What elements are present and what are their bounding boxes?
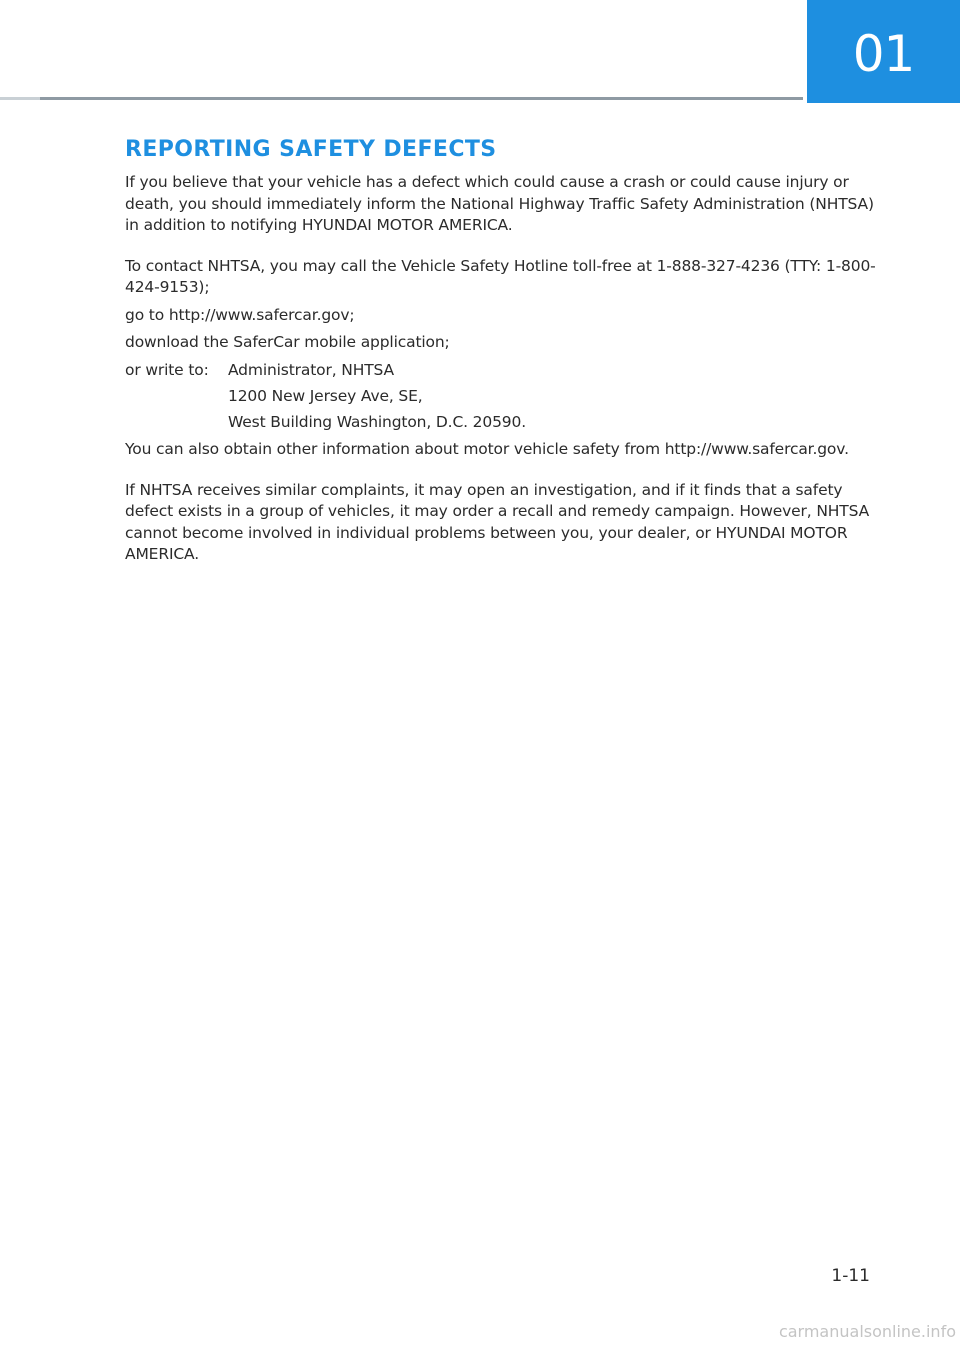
- header-rule: [0, 97, 803, 100]
- address-line-1: Administrator, NHTSA: [228, 360, 394, 379]
- watermark-text: carmanualsonline.info: [778, 1322, 956, 1341]
- investigation-paragraph: If NHTSA receives similar complaints, it may open an investigation, and if it finds that a safety defect exists in a group of vehicles, it may order a recall and remedy campaign. However, NHTSA cannot become involved in individual problems between you, your dealer, or HYUNDAI MOTOR AMERICA.: [125, 480, 870, 563]
- more-info-paragraph: You can also obtain other information about motor vehicle safety from http://www.safercar.gov.: [125, 440, 849, 458]
- hotline-paragraph: To contact NHTSA, you may call the Vehicle Safety Hotline toll-free at 1-888-327-4236 (TTY: 1-800-424-9153);: [125, 256, 876, 296]
- mailing-address-block: [125, 360, 890, 434]
- write-to-label: or write to:: [125, 360, 209, 379]
- intro-paragraph: If you believe that your vehicle has a defect which could cause a crash or could cause injury or death, you should immediately inform the National Highway Traffic Safety Administration (NHTSA) in addition to notifying HYUNDAI MOTOR AMERICA.: [125, 173, 874, 234]
- address-lines: [228, 360, 526, 434]
- section-title: REPORTING SAFETY DEFECTS: [125, 137, 497, 162]
- address-line-2: 1200 New Jersey Ave, SE,: [228, 386, 423, 405]
- address-line-3: West Building Washington, D.C. 20590.: [228, 412, 527, 431]
- chapter-number: 01: [852, 24, 915, 83]
- app-paragraph: download the SaferCar mobile application;: [125, 333, 450, 351]
- header-rule-start: [0, 97, 40, 100]
- chapter-tab: [807, 0, 960, 103]
- page-number: 1-11: [831, 1266, 870, 1286]
- website-paragraph: go to http://www.safercar.gov;: [125, 305, 355, 324]
- page-content: [125, 134, 890, 566]
